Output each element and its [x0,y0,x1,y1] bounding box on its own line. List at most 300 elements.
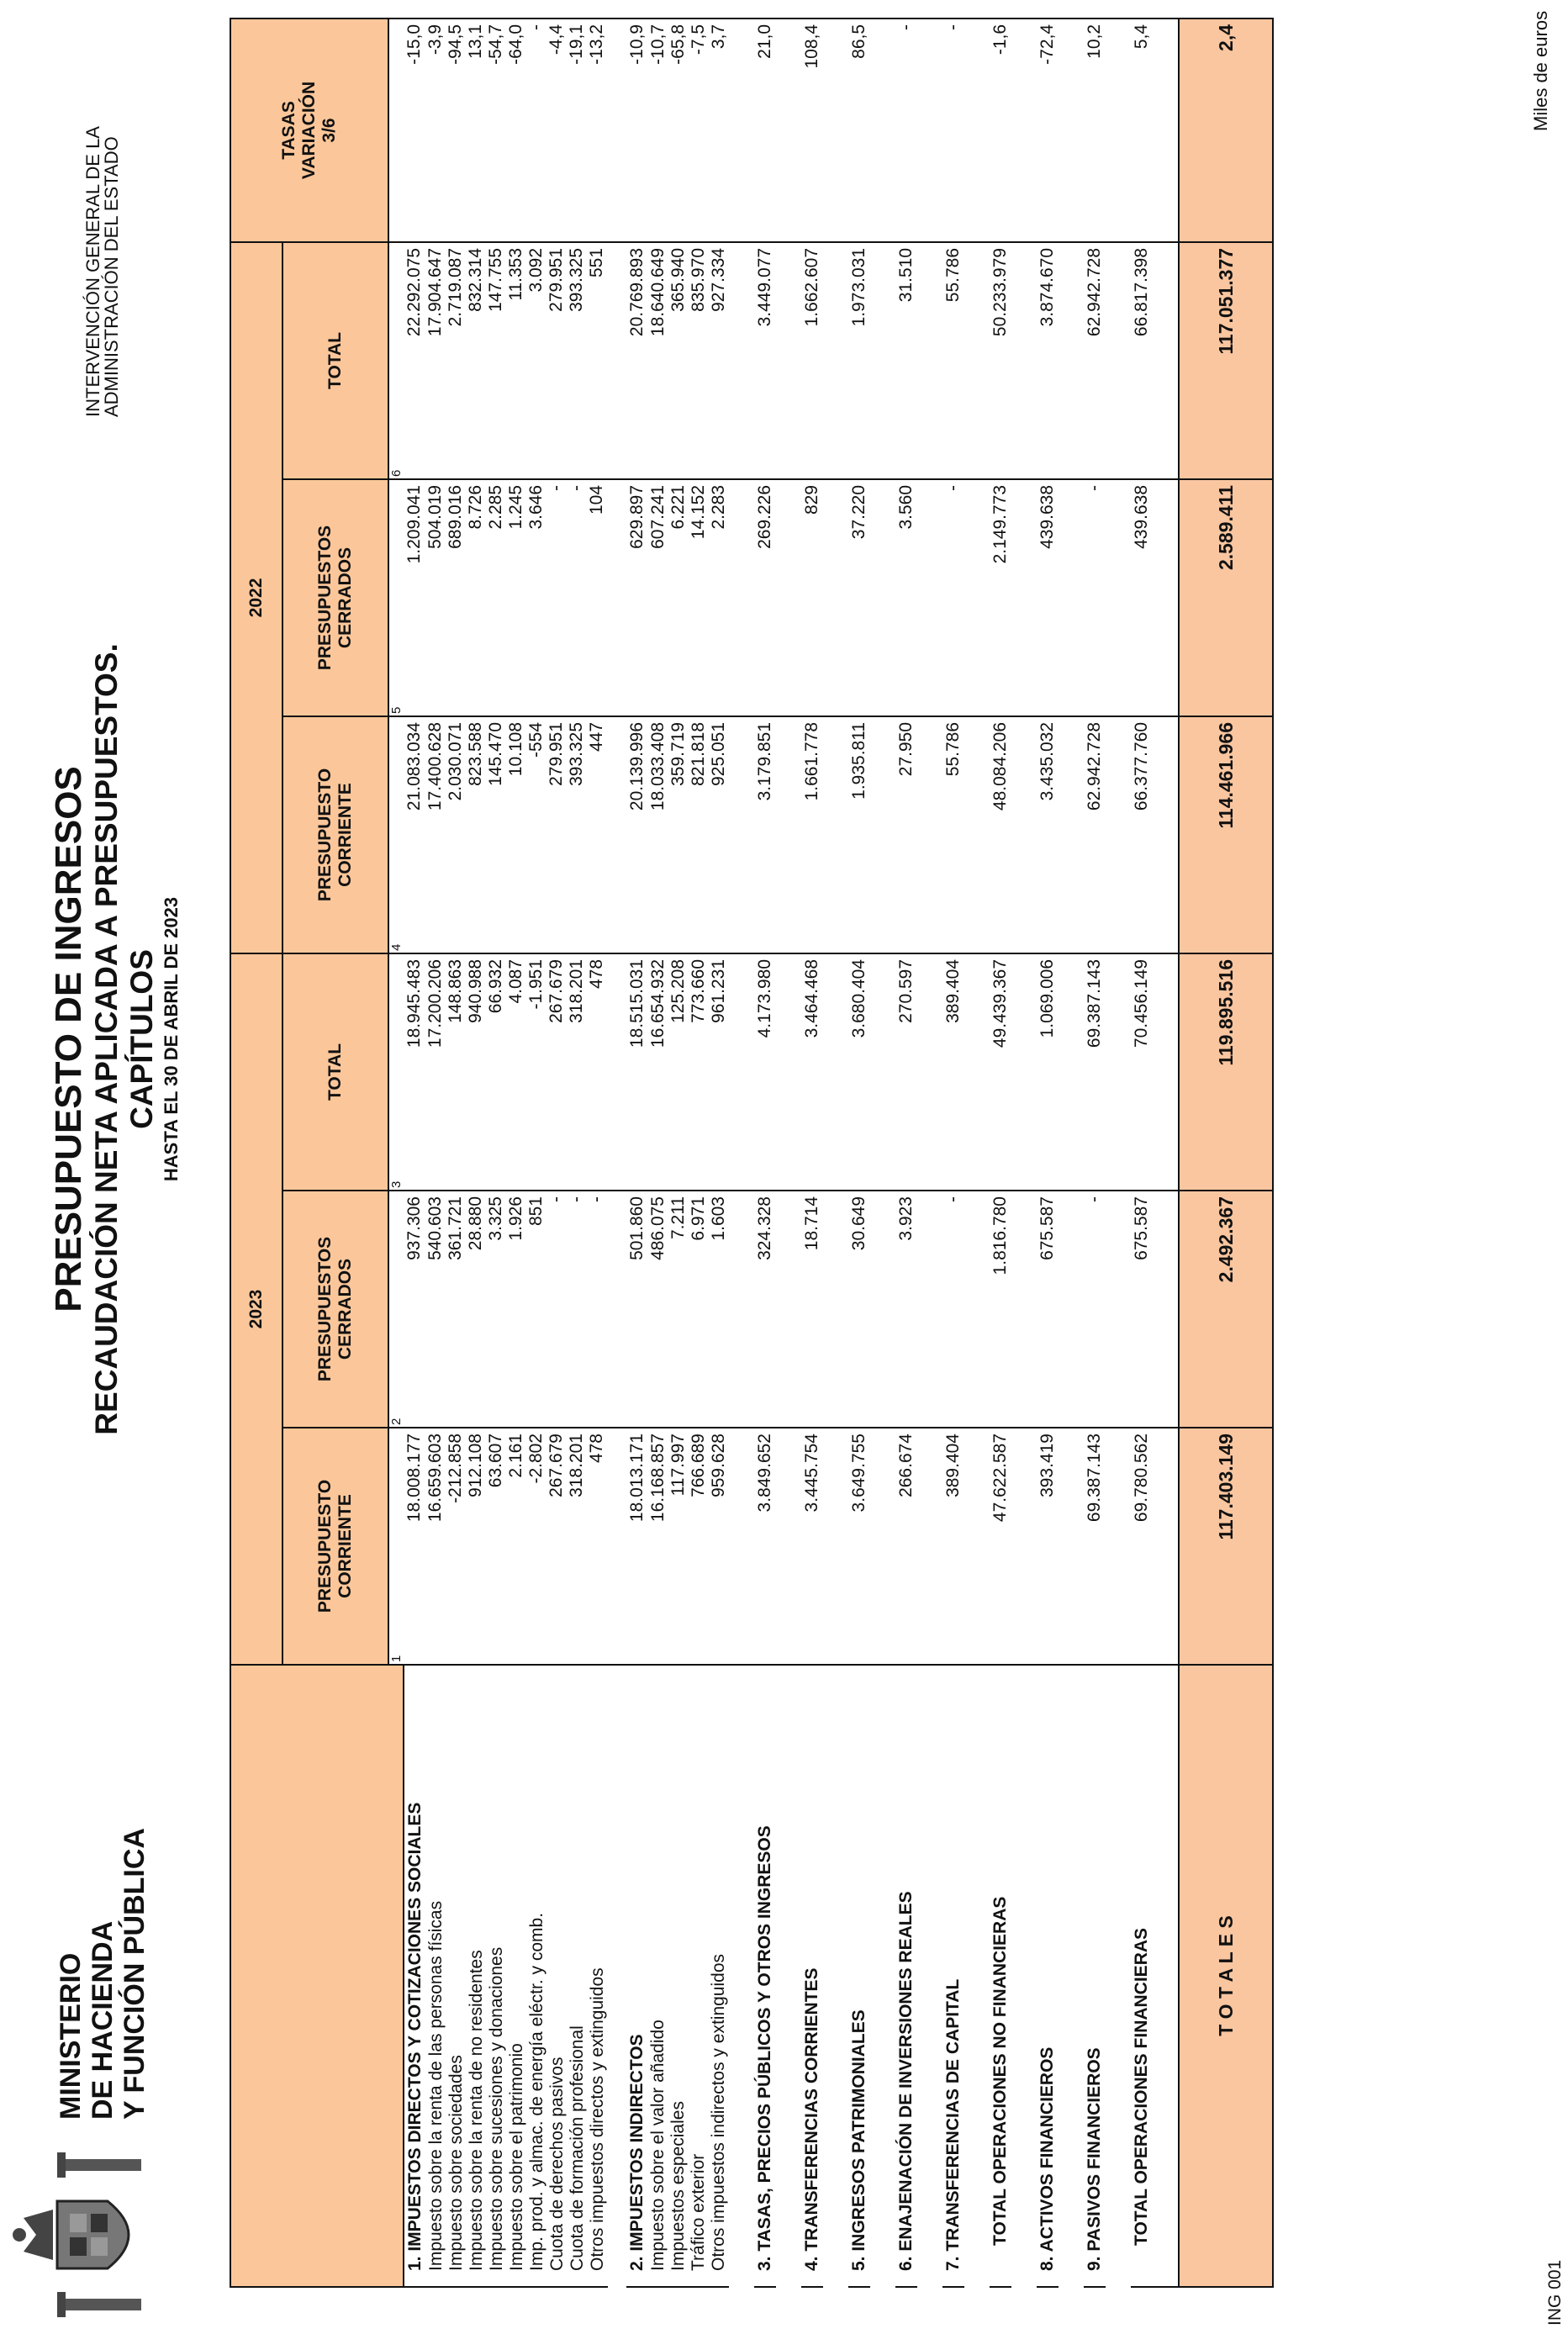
spacer-row [823,18,848,2287]
value-cell [942,479,964,716]
label-header-cell [230,1665,404,2287]
sub-value: 3.646 [526,484,546,530]
group-value: 393.419 [1037,1434,1057,1497]
group-label: 8. ACTIVOS FINANCIEROS [1037,2046,1057,2271]
group-value: 1.209.041 [404,484,424,564]
title-block [49,619,183,1460]
value-cell [1084,18,1106,242]
sub-value: 1.245 [506,484,525,530]
value-cell [404,716,608,953]
sub-value: 7.211 [668,1196,688,1239]
sub-value: 2.161 [506,1434,525,1478]
sub-value: 447 [587,721,606,752]
value-cell [801,1191,823,1428]
group-value: 389.404 [943,958,963,1023]
value-cell [626,1428,729,1665]
value-cell [801,18,823,242]
sub-value: 1.603 [709,1196,728,1241]
group-value: 1.662.607 [802,247,821,327]
sub-value: 940.988 [466,958,485,1023]
row-label [990,1665,1011,2287]
spacer-row [776,18,801,2287]
value-cell [990,953,1011,1191]
value-cell [848,1191,870,1428]
value-cell [990,716,1011,953]
value-cell [895,242,917,479]
table-row [754,18,776,2287]
sub-value: -554 [526,721,546,758]
sub-value: -54,7 [486,24,505,65]
value-cell [1084,953,1106,1191]
value-cell [754,479,776,716]
col-header-pc-2022: PRESUPUESTO CORRIENTE [282,716,388,953]
sub-value: 832.314 [466,247,485,312]
group-value: 69.387.143 [1085,958,1104,1048]
totals-value: 114.461.966 [1179,716,1273,953]
group-label: 9. PASIVOS FINANCIEROS [1085,2047,1104,2271]
group-value: 108,4 [802,24,821,69]
sub-value: 835.970 [689,247,708,312]
value-cell [990,1191,1011,1428]
sub-value: 17.200.206 [425,958,445,1048]
group-value: 3.560 [896,484,916,530]
table-row [1131,18,1153,2287]
sub-value: 63.607 [486,1434,505,1488]
group-value: 3.849.652 [755,1434,774,1513]
sub-value: 689.016 [446,484,465,549]
value-cell [895,1428,917,1665]
totals-value: 117.051.377 [1179,242,1273,479]
value-cell [1037,18,1059,242]
tasas-line-2: VARIACIÓN [299,81,319,180]
sub-label: Impuesto sobre el patrimonio [507,2043,526,2271]
doc-code: ING 001 [1545,2259,1565,2326]
value-cell [1084,1428,1106,1665]
row-label [1037,1665,1059,2287]
group-value: - [943,484,963,491]
sub-value: 18.640.649 [648,247,668,337]
value-cell [1131,18,1153,242]
sub-label: Impuesto sobre la renta de las personas físicas [426,1900,446,2271]
spacer-row [1106,18,1131,2287]
col-number-1: 1 [388,1428,404,1665]
group-value: 62.942.728 [1085,247,1104,337]
col-header-pcerr-2023: PRESUPUESTOS CERRADOS [282,1191,388,1428]
value-cell [1037,1191,1059,1428]
sub-label: Tráfico exterior [689,2153,708,2271]
value-cell [1131,242,1153,479]
tasas-header [230,18,388,242]
value-cell [801,953,823,1191]
tasas-line-3: 3/6 [319,118,339,143]
value-cell [1131,716,1153,953]
sub-label: Otros impuestos indirectos y extinguidos [709,1953,728,2271]
sub-value: 927.334 [709,247,728,312]
group-label: TOTAL OPERACIONES NO FINANCIERAS [990,1896,1010,2246]
table-row [626,18,729,2287]
value-cell [848,18,870,242]
value-cell [895,953,917,1191]
group-value: 69.780.562 [1132,1434,1151,1523]
value-cell [626,716,729,953]
sub-value: 359.719 [668,721,688,786]
value-cell [895,1191,917,1428]
group-value: 3.179.851 [755,721,774,801]
col-number-4: 4 [388,716,404,953]
sub-value: 17.400.628 [425,721,445,811]
ig-line-2: ADMINISTRACIÓN DEL ESTADO [101,136,122,417]
sub-value: 773.660 [689,958,708,1023]
table-row [1037,18,1059,2287]
value-cell [895,716,917,953]
value-cell [848,1428,870,1665]
value-cell [990,242,1011,479]
year-2022-header: 2022 [230,242,282,953]
coat-of-arms-icon [7,2142,154,2327]
sub-value: 279.951 [546,247,566,312]
sub-value: 6.221 [668,484,688,530]
group-value: 1.935.811 [849,721,868,800]
group-value: 20.769.893 [627,247,647,337]
table-row [801,18,823,2287]
sub-value: -7,5 [689,24,708,55]
sub-value: 925.051 [709,721,728,786]
value-cell [895,18,917,242]
sub-value: -64,0 [506,24,525,65]
sub-value: -13,2 [587,24,606,65]
group-value: 2.149.773 [990,484,1010,564]
group-value: 18.945.483 [404,958,424,1048]
sub-value: 14.152 [689,484,708,540]
table-row [990,18,1011,2287]
group-value: -10,9 [627,24,647,65]
group-value: 66.377.760 [1132,721,1151,811]
group-value: 55.786 [943,247,963,303]
sub-value: 17.904.647 [425,247,445,337]
col-number-5: 5 [388,479,404,716]
sub-value: 851 [526,1196,546,1227]
sub-value: -65,8 [668,24,688,65]
sub-value: 361.721 [446,1196,465,1260]
group-value: 22.292.075 [404,247,424,337]
sub-value: 3,7 [709,24,728,50]
sub-value: 2.719.087 [446,247,465,327]
value-cell [1131,953,1153,1191]
value-cell [404,18,608,242]
sub-value: - [567,1196,586,1202]
group-value: 49.439.367 [990,958,1010,1048]
group-value: 3.464.468 [802,958,821,1038]
group-value: 1.816.780 [990,1196,1010,1275]
sub-value: 148.863 [446,958,465,1023]
sub-value: 2.030.071 [446,721,465,801]
sub-value: 11.353 [506,247,525,301]
value-cell [801,716,823,953]
group-value: 47.622.587 [990,1434,1010,1523]
value-cell [1084,242,1106,479]
table-row [895,18,917,2287]
sub-value: 16.654.932 [648,958,668,1048]
sub-value: -19,1 [567,24,586,65]
value-cell [848,716,870,953]
sub-value: 823.588 [466,721,485,786]
group-value: 55.786 [943,721,963,777]
group-value: 829 [802,484,821,515]
value-cell [626,18,729,242]
group-value: 3.649.755 [849,1434,868,1513]
sub-value: 8.726 [466,484,485,530]
value-cell [754,1428,776,1665]
sub-value: 504.019 [425,484,445,549]
sub-value: 18.033.408 [648,721,668,811]
row-label [1084,1665,1106,2287]
ig-line-1: INTERVENCIÓN GENERAL DE LA [82,126,103,417]
group-value: - [943,1196,963,1202]
sub-value: - [567,484,586,491]
sub-label: Imp. prod. y almac. de energía eléctr. y comb. [527,1912,546,2271]
value-cell [990,18,1011,242]
sub-value: 2.283 [709,484,728,530]
value-cell [626,1191,729,1428]
totals-value: 2,4 [1179,18,1273,242]
value-cell [1037,242,1059,479]
group-value: 70.456.149 [1132,958,1151,1048]
sub-value: 318.201 [567,1434,586,1497]
sub-value: 766.689 [689,1434,708,1497]
value-cell [626,479,729,716]
table-row [1084,18,1106,2287]
group-value: 18.714 [802,1196,821,1251]
value-cell [942,716,964,953]
value-cell [801,479,823,716]
value-cell [848,242,870,479]
col-number-2: 2 [388,1191,404,1428]
group-value: - [943,24,963,30]
sub-value: 821.818 [689,721,708,786]
group-value: 31.510 [896,247,916,303]
value-cell [848,479,870,716]
value-cell [404,242,608,479]
sub-label: Impuesto sobre la renta de no residentes [467,1950,486,2271]
table-body [404,18,1273,2287]
row-label [404,1665,608,2287]
col-number-3: 3 [388,953,404,1191]
sub-value: 145.470 [486,721,505,786]
sub-value: 125.208 [668,958,688,1023]
col-number-6: 6 [388,242,404,479]
group-value: 37.220 [849,484,868,540]
sub-label: Impuesto sobre sociedades [446,2055,466,2271]
units-label: Miles de euros [1530,10,1551,131]
group-label: TOTAL OPERACIONES FINANCIERAS [1132,1927,1151,2246]
value-cell [942,1428,964,1665]
value-cell [626,242,729,479]
spacer-row [964,18,990,2287]
table-row [404,18,608,2287]
sub-label: Impuestos especiales [668,2101,688,2271]
group-value: 86,5 [849,24,868,59]
sub-value: - [526,24,546,30]
sub-value: 28.880 [466,1196,485,1251]
value-cell [942,1191,964,1428]
row-label [754,1665,776,2287]
sub-value: 66.932 [486,958,505,1014]
ministry-name [55,1828,150,2120]
value-cell [1084,479,1106,716]
group-value: -72,4 [1037,24,1057,65]
sub-value: -94,5 [446,24,465,65]
sub-value: 267.679 [546,1434,566,1497]
group-label: 1. IMPUESTOS DIRECTOS Y COTIZACIONES SOCIALES [405,1802,425,2271]
value-cell [942,242,964,479]
sub-value: 540.603 [425,1196,445,1260]
group-value: 20.139.996 [627,721,647,811]
value-cell [801,242,823,479]
sub-value: 147.755 [486,247,505,312]
group-value: 389.404 [943,1434,963,1497]
sub-value: -10,7 [648,24,668,65]
sub-value: 16.168.857 [648,1434,668,1523]
row-label [942,1665,964,2287]
group-value: 30.649 [849,1196,868,1251]
col-header-total-2022: TOTAL [282,242,388,479]
value-cell [990,479,1011,716]
col-header-pcerr-2022: PRESUPUESTOS CERRADOS [282,479,388,716]
sub-value: 117.997 [668,1434,688,1497]
sub-value: 961.231 [709,958,728,1023]
group-value: 27.950 [896,721,916,777]
group-value: - [896,24,916,30]
sub-value: 607.241 [648,484,668,549]
totals-value: 2.589.411 [1179,479,1273,716]
sub-value: 478 [587,1434,606,1464]
group-value: 4.173.980 [755,958,774,1038]
group-label: 5. INGRESOS PATRIMONIALES [849,2009,868,2271]
group-value: 3.435.032 [1037,721,1057,801]
sub-value: 13,1 [466,24,485,59]
group-value: 937.306 [404,1196,424,1260]
group-value: 3.874.670 [1037,247,1057,327]
value-cell [404,1191,608,1428]
sub-label: Impuesto sobre el valor añadido [648,2020,668,2271]
value-cell [942,18,964,242]
sub-value: 104 [587,484,606,515]
value-cell [801,1428,823,1665]
group-value: 629.897 [627,484,647,549]
sub-value: - [546,484,566,491]
value-cell [1037,1428,1059,1665]
table-row [848,18,870,2287]
group-value: 3.449.077 [755,247,774,327]
totals-value: 117.403.149 [1179,1428,1273,1665]
ministry-line-1: MINISTERIO [55,1952,87,2120]
sub-value: 365.940 [668,247,688,312]
value-cell [404,479,608,716]
group-value: -15,0 [404,24,424,65]
sub-label: Cuota de formación profesional [568,2025,587,2271]
group-value: 501.860 [627,1196,647,1260]
sub-value: 10.108 [506,721,525,777]
group-value: - [1085,484,1104,491]
page-subtitle: RECAUDACIÓN NETA APLICADA A PRESUPUESTOS. CAPÍTULOS [89,643,159,1435]
group-value: 18.008.177 [404,1434,424,1523]
group-label: 4. TRANSFERENCIAS CORRIENTES [802,1967,821,2271]
value-cell [754,18,776,242]
group-value: 1.661.778 [802,721,821,801]
sub-label: Otros impuestos directos y extinguidos [588,1967,607,2271]
spacer-row [608,18,626,2287]
sub-value: 2.285 [486,484,505,530]
group-value: -1,6 [990,24,1010,55]
group-value: 439.638 [1037,484,1057,549]
page-title: PRESUPUESTO DE INGRESOS [48,766,89,1312]
sub-value: 393.325 [567,247,586,312]
sub-value: -1.951 [526,958,546,1010]
totals-label: T O T A L E S [1179,1665,1273,2287]
group-value: 48.084.206 [990,721,1010,811]
value-cell [1037,479,1059,716]
value-cell [754,1191,776,1428]
group-value: 266.674 [896,1434,916,1497]
col-header-pc-2023: PRESUPUESTO CORRIENTE [282,1428,388,1665]
date-line: HASTA EL 30 DE ABRIL DE 2023 [161,896,182,1182]
year-2023-header: 2023 [230,953,282,1665]
table-row [942,18,964,2287]
row-label [848,1665,870,2287]
value-cell [1131,1191,1153,1428]
spacer-row [1059,18,1084,2287]
group-label: 2. IMPUESTOS INDIRECTOS [627,2034,647,2271]
sub-value: - [587,1196,606,1202]
value-cell [990,1428,1011,1665]
group-value: 675.587 [1132,1196,1151,1260]
group-value: 66.817.398 [1132,247,1151,337]
group-value: 50.233.979 [990,247,1010,337]
value-cell [404,1428,608,1665]
spacer-row [917,18,942,2287]
col-header-total-2023: TOTAL [282,953,388,1191]
group-value: 5,4 [1132,24,1151,50]
sub-value: 912.108 [466,1434,485,1497]
value-cell [626,953,729,1191]
totals-value: 119.895.516 [1179,953,1273,1191]
sub-value: 486.075 [648,1196,668,1260]
revenue-table [230,18,1274,2288]
sub-value: 551 [587,247,606,278]
value-cell [1131,1428,1153,1665]
sub-value: 3.092 [526,247,546,293]
sub-value: -212.858 [446,1434,465,1503]
sub-value: -3,9 [425,24,445,55]
intervencion-general [84,126,121,417]
sub-value: 16.659.603 [425,1434,445,1523]
sub-value: 393.325 [567,721,586,786]
spacer-row [1011,18,1037,2287]
totals-row [1179,18,1273,2287]
group-value: 675.587 [1037,1196,1057,1260]
spacer-row [729,18,754,2287]
group-value: 439.638 [1132,484,1151,549]
group-value: - [1085,1196,1104,1202]
group-value: 269.226 [755,484,774,549]
sub-value: -2.802 [526,1434,546,1484]
group-value: 18.515.031 [627,958,647,1048]
ministry-line-2: DE HACIENDA [87,1920,119,2120]
group-value: 324.328 [755,1196,774,1260]
value-cell [1084,1191,1106,1428]
group-value: 21,0 [755,24,774,59]
value-cell [1037,716,1059,953]
